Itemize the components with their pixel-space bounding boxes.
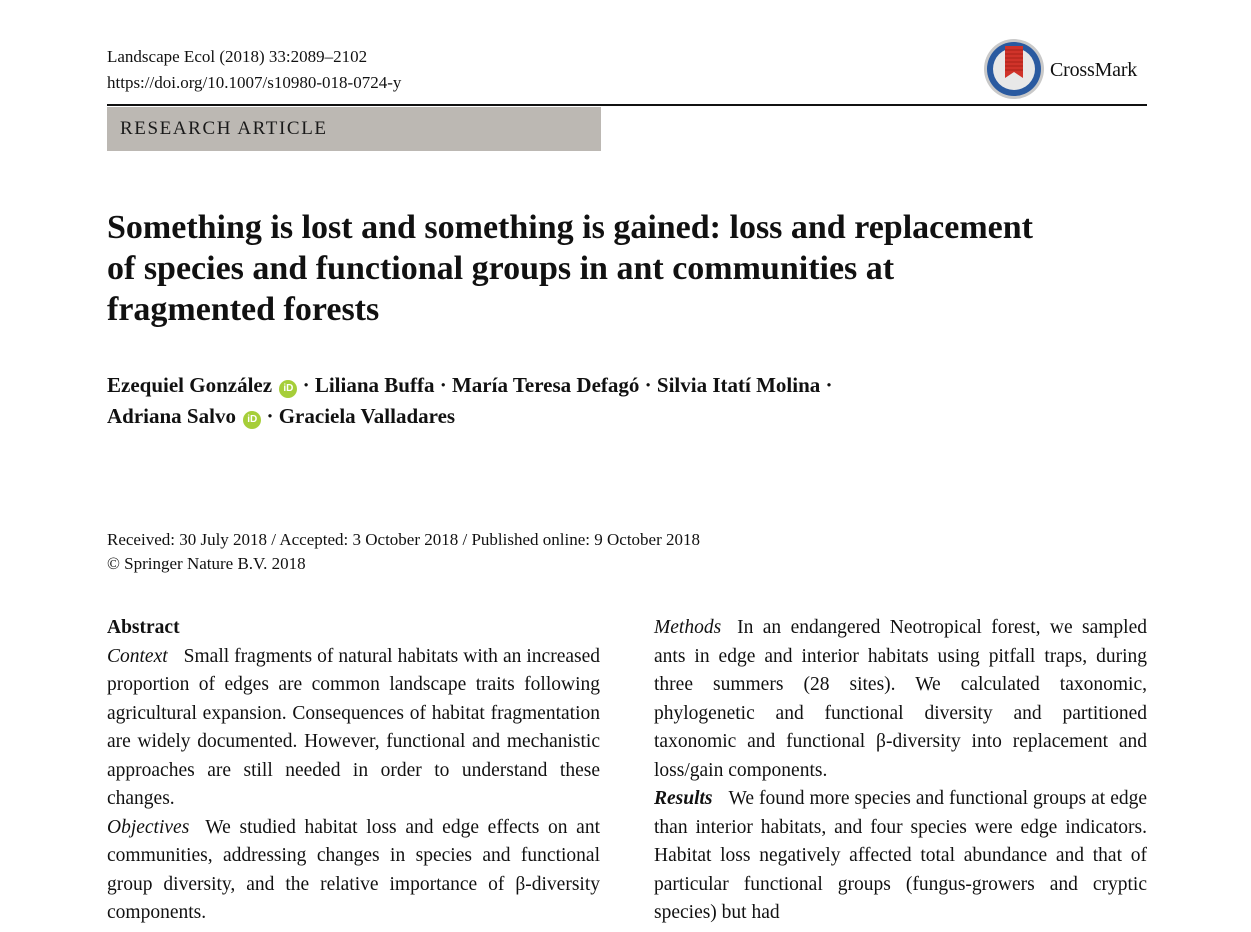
abstract-methods bbox=[654, 614, 1147, 785]
author-separator: · bbox=[302, 373, 310, 397]
author-list bbox=[107, 370, 1147, 432]
doi-link[interactable]: https://doi.org/10.1007/s10980-018-0724-y bbox=[107, 73, 402, 92]
crossmark-label: CrossMark bbox=[1050, 59, 1138, 81]
orcid-icon[interactable]: iD bbox=[279, 380, 297, 398]
author-name: Liliana Buffa bbox=[314, 373, 435, 397]
copyright-line: © Springer Nature B.V. 2018 bbox=[107, 554, 306, 573]
crossmark-badge[interactable] bbox=[983, 38, 1153, 104]
journal-info bbox=[107, 44, 401, 96]
author-separator: · bbox=[266, 404, 274, 428]
objectives-label: Objectives bbox=[107, 816, 190, 838]
objectives-text: We studied habitat loss and edge effects on ant communities, addressing changes in species and functional group diversity, and the relative importance of β-diversity components. bbox=[107, 816, 600, 923]
author bbox=[452, 373, 639, 397]
author bbox=[107, 404, 261, 428]
abstract-right-column bbox=[654, 614, 1147, 928]
publication-dates bbox=[107, 528, 700, 576]
header-rule bbox=[107, 104, 1147, 106]
context-text: Small fragments of natural habitats with an increased proportion of edges are common landscape traits following agricultural expansion. Consequences of habitat fragmentation are widely documented. However, functional and mechanistic approaches are still needed in order to understand these changes. bbox=[107, 645, 600, 809]
author-name: Silvia Itatí Molina bbox=[656, 373, 821, 397]
methods-text: In an endangered Neotropical forest, we sampled ants in edge and interior habitats using pitfall traps, during three summers (28 sites). We calculated taxonomic, phylogenetic and functional diversity and partitioned taxonomic and functional β-diversity into replacement and loss/gain components. bbox=[654, 617, 1147, 781]
author-separator: · bbox=[644, 373, 652, 397]
author bbox=[107, 373, 297, 397]
results-text: We found more species and functional groups at edge than interior habitats, and four species were edge indicators. Habitat loss negatively affected total abundance and that of particular functional groups (fungus-growers and cryptic species) but had bbox=[654, 788, 1147, 923]
history-dates: Received: 30 July 2018 / Accepted: 3 October 2018 / Published online: 9 October 2018 bbox=[107, 530, 700, 549]
article-title: Something is lost and something is gained: loss and replacement of species and functional groups in ant communities at fragmented forests bbox=[107, 209, 1033, 328]
author-separator: · bbox=[439, 373, 447, 397]
author-name: Graciela Valladares bbox=[278, 404, 456, 428]
context-label: Context bbox=[107, 645, 168, 667]
author-name: Adriana Salvo bbox=[107, 404, 236, 428]
author bbox=[279, 404, 455, 428]
abstract-heading: Abstract bbox=[107, 617, 180, 638]
crossmark-icon bbox=[983, 38, 1045, 100]
author-separator: · bbox=[825, 373, 833, 397]
abstract-left-column bbox=[107, 614, 600, 928]
journal-citation: Landscape Ecol (2018) 33:2089–2102 bbox=[107, 47, 368, 66]
abstract-results bbox=[654, 785, 1147, 928]
author-name: Ezequiel González bbox=[107, 373, 273, 397]
orcid-icon[interactable]: iD bbox=[243, 411, 261, 429]
abstract-objectives bbox=[107, 814, 600, 928]
abstract-context bbox=[107, 643, 600, 814]
methods-label: Methods bbox=[654, 617, 722, 638]
results-label: Results bbox=[654, 788, 713, 809]
author-name: María Teresa Defagó bbox=[451, 373, 640, 397]
author bbox=[315, 373, 435, 397]
author bbox=[657, 373, 820, 397]
article-type-band: RESEARCH ARTICLE bbox=[107, 107, 601, 151]
